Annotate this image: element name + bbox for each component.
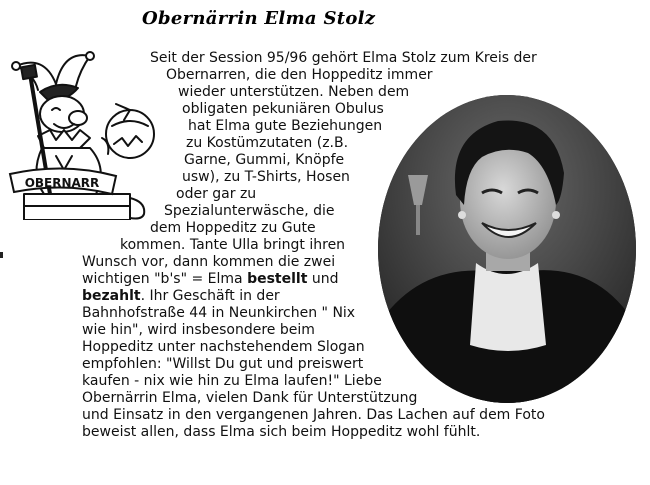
text-line-17: wie hin", wird insbesondere beim bbox=[82, 322, 315, 338]
text-line-22: und Einsatz in den vergangenen Jahren. Das Lachen auf dem Foto bbox=[82, 407, 545, 423]
text-line-11: dem Hoppeditz zu Gute bbox=[150, 220, 316, 236]
text-line-14 bbox=[82, 271, 338, 288]
text-line-23: beweist allen, dass Elma sich beim Hoppeditz wohl fühlt. bbox=[82, 424, 481, 440]
bestellt-emphasis: bestellt bbox=[247, 271, 308, 287]
text-line-6: zu Kostümzutaten (z.B. bbox=[186, 135, 349, 151]
text-line-20: kaufen - nix wie hin zu Elma laufen!" Liebe bbox=[82, 373, 382, 389]
text-line-8: usw), zu T-Shirts, Hosen bbox=[182, 169, 350, 185]
text-line-18: Hoppeditz unter nachstehendem Slogan bbox=[82, 339, 365, 355]
text-line-2: Obernarren, die den Hoppeditz immer bbox=[166, 67, 433, 83]
text-line-4: obligaten pekuniären Obulus bbox=[182, 101, 384, 117]
mascot-drawing bbox=[4, 44, 160, 220]
portrait-drawing bbox=[378, 95, 636, 403]
bezahlt-emphasis: bezahlt bbox=[82, 288, 141, 304]
text-line-16: Bahnhofstraße 44 in Neunkirchen " Nix bbox=[82, 305, 356, 321]
text-line-14-end: und bbox=[307, 271, 339, 287]
text-line-19: empfohlen: "Willst Du gut und preiswert bbox=[82, 356, 364, 372]
text-line-21: Obernärrin Elma, vielen Dank für Unterstützung bbox=[82, 390, 418, 406]
hoppeditz-mascot-image bbox=[4, 44, 160, 220]
text-line-7: Garne, Gummi, Knöpfe bbox=[184, 152, 345, 168]
text-line-3: wieder unterstützen. Neben dem bbox=[178, 84, 410, 100]
text-line-14-start: wichtigen "b's" = Elma bbox=[82, 271, 248, 287]
text-line-12: kommen. Tante Ulla bringt ihren bbox=[120, 237, 346, 253]
article-title: Obernärrin Elma Stolz bbox=[142, 8, 376, 29]
text-line-1: Seit der Session 95/96 gehört Elma Stolz zum Kreis der bbox=[150, 50, 537, 66]
text-line-5: hat Elma gute Beziehungen bbox=[188, 118, 383, 134]
text-line-9: oder gar zu bbox=[176, 186, 257, 202]
text-line-10: Spezialunterwäsche, die bbox=[164, 203, 335, 219]
text-line-15 bbox=[82, 288, 280, 305]
text-line-13: Wunsch vor, dann kommen die zwei bbox=[82, 254, 336, 270]
text-line-15-end: . Ihr Geschäft in der bbox=[140, 288, 280, 304]
mascot-badge-text: OBERNARR bbox=[24, 176, 100, 190]
portrait-photo bbox=[378, 95, 636, 403]
edge-mark bbox=[0, 252, 3, 258]
